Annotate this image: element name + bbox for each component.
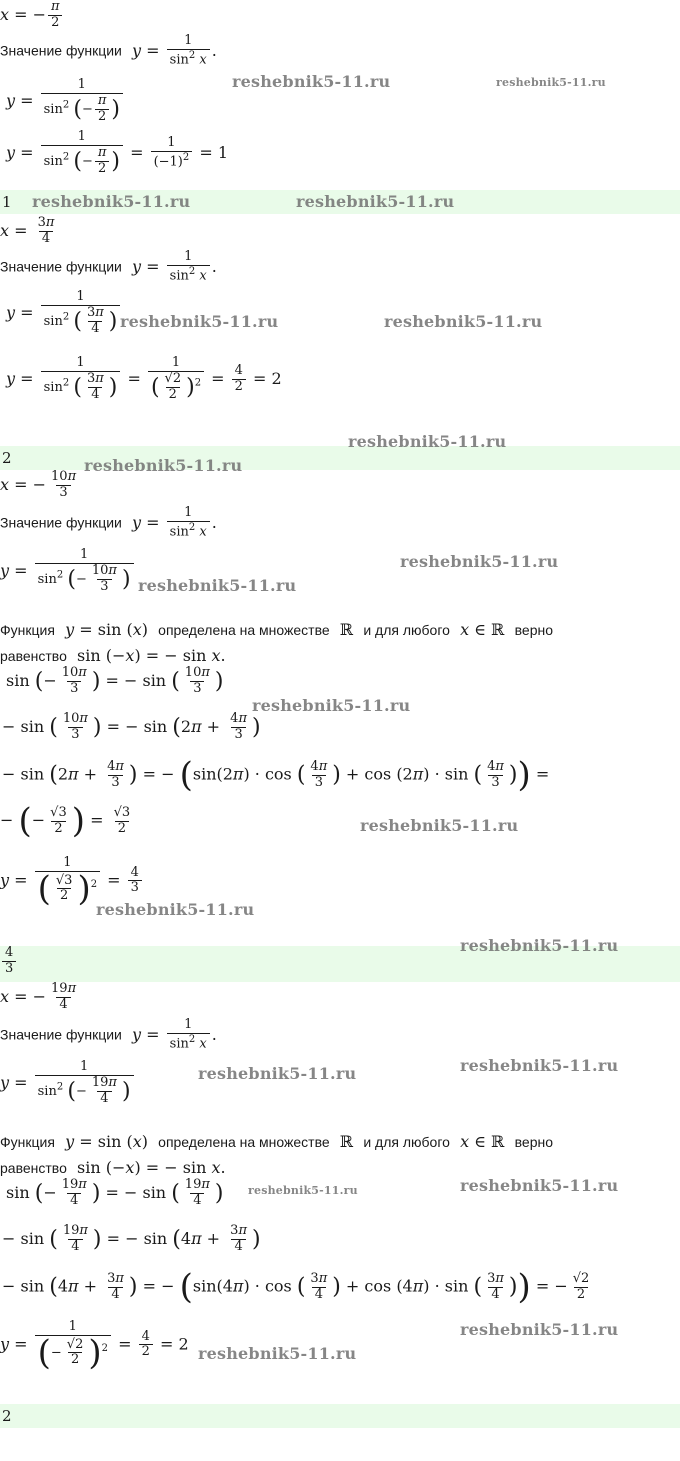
formula-line: y = 1 $\sin^2$ ( $\frac{3\pi}{4}$ ) xyxy=(6,290,122,337)
watermark: reshebnik5-11.ru xyxy=(232,72,391,91)
formula-line: y = 1 $\sin^2$ ( $\frac{3\pi}{4}$ ) = 1 ( $\frac{√2}{2}$ )$^2$ = $\frac{4}{2}$ = 2 xyxy=(6,355,282,402)
answer-value: 2 xyxy=(2,1407,12,1425)
formula-line: y = 1 $\sin^2$ (− $\frac{\pi}{2}$ ) = $\frac{1}{(-1)^2}$ = 1 xyxy=(6,129,229,176)
watermark: reshebnik5-11.ru xyxy=(384,312,543,331)
formula-line: − sin (2π + $\frac{4\pi}{3}$ ) = − (sin(2π) · cos ( $\frac{4\pi}{3}$ ) + cos (2π) · sin ( $\frac{4\pi}{3}$ )) = xyxy=(2,755,550,795)
function-def-line: Значение функции y = $\frac{1}{\sin^2 x}$ . xyxy=(0,33,217,68)
answer-box xyxy=(0,1404,680,1428)
watermark: reshebnik5-11.ru xyxy=(120,312,279,331)
forany-text: и для любого xyxy=(363,622,450,638)
watermark: reshebnik5-11.ru xyxy=(32,192,191,211)
watermark: reshebnik5-11.ru xyxy=(296,192,455,211)
function-def-line: Значение функции y = $\frac{1}{\sin^2 x}$ . xyxy=(0,505,217,540)
watermark: reshebnik5-11.ru xyxy=(198,1344,357,1363)
function-word: Функция xyxy=(0,1134,55,1150)
domain-statement: Функция y = sin (x) определена на множестве ℝ и для любого x ∈ ℝ верно xyxy=(0,1132,553,1151)
function-value-label: Значение функции xyxy=(0,1026,122,1043)
watermark: reshebnik5-11.ru xyxy=(248,1184,358,1197)
watermark: reshebnik5-11.ru xyxy=(460,1056,619,1075)
x-value-line: x = − $\frac{10\pi}{3}$ xyxy=(0,469,77,500)
equality-text: равенство xyxy=(0,1160,67,1176)
domain-statement: Функция y = sin (x) определена на множестве ℝ и для любого x ∈ ℝ верно xyxy=(0,620,553,639)
x-value-line: x = − $\frac{\pi}{2}$ xyxy=(0,0,65,31)
defined-text: определена на множестве xyxy=(158,1134,330,1150)
watermark: reshebnik5-11.ru xyxy=(460,936,619,955)
watermark: reshebnik5-11.ru xyxy=(496,76,606,89)
watermark: reshebnik5-11.ru xyxy=(198,1064,357,1083)
x-value-line: x = − $\frac{19\pi}{4}$ xyxy=(0,981,77,1012)
watermark: reshebnik5-11.ru xyxy=(252,696,411,715)
function-value-label: Значение функции xyxy=(0,514,122,531)
forany-text: и для любого xyxy=(363,1134,450,1150)
equality-statement: равенство sin (−x) = − sin x. xyxy=(0,646,226,665)
answer-value: 2 xyxy=(2,449,12,467)
true-text: верно xyxy=(514,1134,553,1150)
function-word: Функция xyxy=(0,622,55,638)
formula-line: sin (− $\frac{19\pi}{4}$ ) = − sin ( $\frac{19\pi}{4}$ ) xyxy=(6,1177,224,1208)
true-text: верно xyxy=(514,622,553,638)
x-value-line: x = $\frac{3\pi}{4}$ xyxy=(0,215,55,246)
function-def-line: Значение функции y = $\frac{1}{\sin^2 x}$ . xyxy=(0,1017,217,1052)
answer-value: 1 xyxy=(2,193,12,211)
watermark: reshebnik5-11.ru xyxy=(360,816,519,835)
watermark: reshebnik5-11.ru xyxy=(84,456,243,475)
function-def-line: Значение функции y = $\frac{1}{\sin^2 x}$ . xyxy=(0,249,217,284)
formula-line: − sin (4π + $\frac{3\pi}{4}$ ) = − (sin(4π) · cos ( $\frac{3\pi}{4}$ ) + cos (4π) · sin ( $\frac{3\pi}{4}$ )) = − $\frac{√2}{2}$ xyxy=(2,1267,590,1307)
watermark: reshebnik5-11.ru xyxy=(138,576,297,595)
formula-line: y = 1 $\sin^2$ (− $\frac{10\pi}{3}$ ) xyxy=(0,548,136,595)
watermark: reshebnik5-11.ru xyxy=(460,1176,619,1195)
function-value-label: Значение функции xyxy=(0,258,122,275)
formula-line: y = 1 $\sin^2$ (− $\frac{19\pi}{4}$ ) xyxy=(0,1060,136,1107)
watermark: reshebnik5-11.ru xyxy=(460,1320,619,1339)
function-value-label: Значение функции xyxy=(0,42,122,59)
watermark: reshebnik5-11.ru xyxy=(348,432,507,451)
equality-statement: равенство sin (−x) = − sin x. xyxy=(0,1158,226,1177)
formula-line: − sin ( $\frac{10\pi}{3}$ ) = − sin (2π + $\frac{4\pi}{3}$ ) xyxy=(2,711,261,742)
watermark: reshebnik5-11.ru xyxy=(400,552,559,571)
formula-line: y = 1 $\sin^2$ (− $\frac{\pi}{2}$ ) xyxy=(6,78,125,125)
formula-line: − (− $\frac{√3}{2}$ ) = $\frac{√3}{2}$ xyxy=(0,801,131,841)
equality-text: равенство xyxy=(0,648,67,664)
formula-line: − sin ( $\frac{19\pi}{4}$ ) = − sin (4π + $\frac{3\pi}{4}$ ) xyxy=(2,1223,261,1254)
watermark: reshebnik5-11.ru xyxy=(96,900,255,919)
answer-box: $\frac{4}{3}$ xyxy=(0,946,680,982)
formula-line: y = 1 ( $\frac{√3}{2}$ )$^2$ = $\frac{4}{3}$ xyxy=(0,856,144,906)
formula-line: y = 1 (− $\frac{√2}{2}$ )$^2$ = $\frac{4}{2}$ = 2 xyxy=(0,1319,189,1373)
defined-text: определена на множестве xyxy=(158,622,330,638)
formula-line: sin (− $\frac{10\pi}{3}$ ) = − sin ( $\frac{10\pi}{3}$ ) xyxy=(6,665,224,696)
